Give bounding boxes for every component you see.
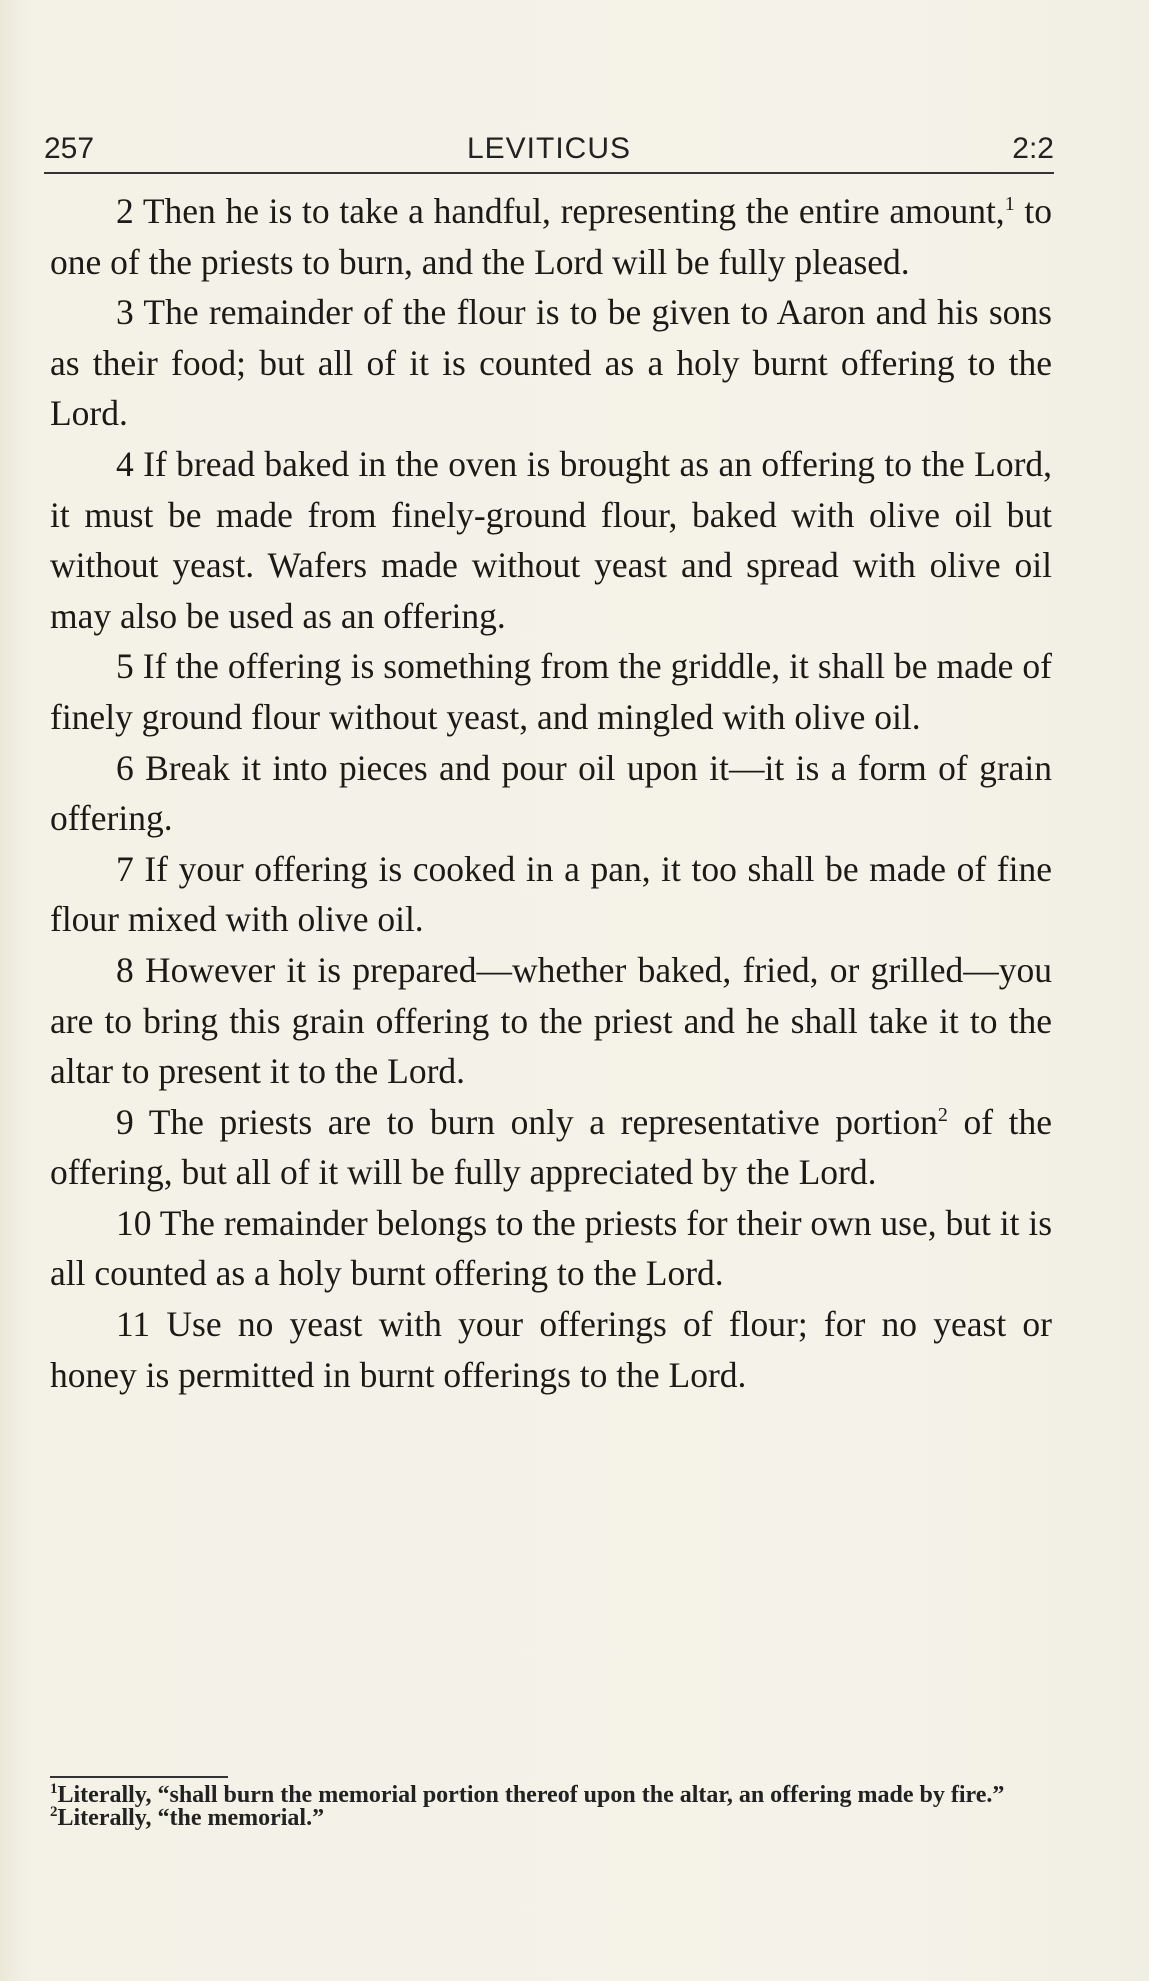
verse-text: The remainder of the flour is to be given to Aaron and his sons as their food; but all of it is counted as a holy burnt offering to the Lord. [50,292,1053,434]
footnote [50,1804,1060,1831]
verse [50,1097,1052,1198]
footnote-number: 1 [50,1781,58,1797]
verse-text: to one of the priests to burn, and the Lord will be fully pleased. [50,191,1052,282]
footnote-marker: 2 [937,1103,948,1126]
verse-number: 4 [116,443,134,484]
footnote-text: Literally, “shall burn the memorial portion thereof upon the altar, an offering made by fire.” [57,1782,1005,1808]
verse-number: 8 [116,949,134,990]
verse [50,186,1052,287]
verse [50,287,1052,439]
footnote [50,1781,1060,1808]
chapter-reference: 2:2 [1012,132,1054,165]
verse-number: 11 [116,1304,151,1345]
verse [50,945,1052,1097]
verse-text: If your offering is cooked in a pan, it too shall be made of fine flour mixed with olive oil. [50,848,1052,940]
verse-number: 3 [116,292,134,333]
footnotes [50,1781,1060,1831]
footnote-marker: 1 [1004,193,1015,216]
verse-text: The remainder belongs to the priests for their own use, but it is all counted as a holy burnt offering to the Lord. [50,1202,1053,1294]
verse-text: If bread baked in the oven is brought as an offering to the Lord, it must be made from finely-ground flour, baked with olive oil but without yeast. Wafers made without yeast and spread with olive oil may also be used as an offering. [50,443,1053,636]
verse-text: However it is prepared—whether baked, fried, or grilled—you are to bring this grain offering to the priest and he shall take it to the altar to present it to the Lord. [50,949,1052,1092]
verse [50,1299,1052,1400]
page-number: 257 [44,132,95,165]
verse [50,844,1052,945]
verse-number: 7 [116,848,134,889]
running-header [44,128,1054,174]
verse [50,439,1052,641]
verse [50,743,1052,844]
verse-text: Then he is to take a handful, representing the entire amount, [142,191,1005,231]
verse-number: 9 [116,1101,134,1142]
footnote-text: Literally, “the memorial.” [57,1805,325,1831]
scripture-text [50,186,1052,1400]
verse [50,641,1052,742]
verse-text: Use no yeast with your offerings of flour; for no yeast or honey is permitted in burnt offerings to the Lord. [50,1304,1052,1395]
verse [50,1198,1052,1299]
footnote-number: 2 [50,1804,58,1820]
verse-text: The priests are to burn only a representative portion [148,1101,938,1142]
header-rule [44,172,1054,174]
verse-number: 2 [116,191,134,231]
verse-number: 10 [116,1202,152,1243]
verse-number: 5 [116,646,134,687]
verse-number: 6 [116,747,134,788]
verse-text: If the offering is something from the griddle, it shall be made of finely ground flour without yeast, and mingled with olive oil. [50,646,1052,737]
footnote-rule [50,1776,228,1778]
verse-text: of the offering, but all of it will be fully appreciated by the Lord. [50,1101,1052,1193]
book-title: LEVITICUS [466,132,632,165]
verse-text: Break it into pieces and pour oil upon it—it is a form of grain offering. [50,747,1053,839]
